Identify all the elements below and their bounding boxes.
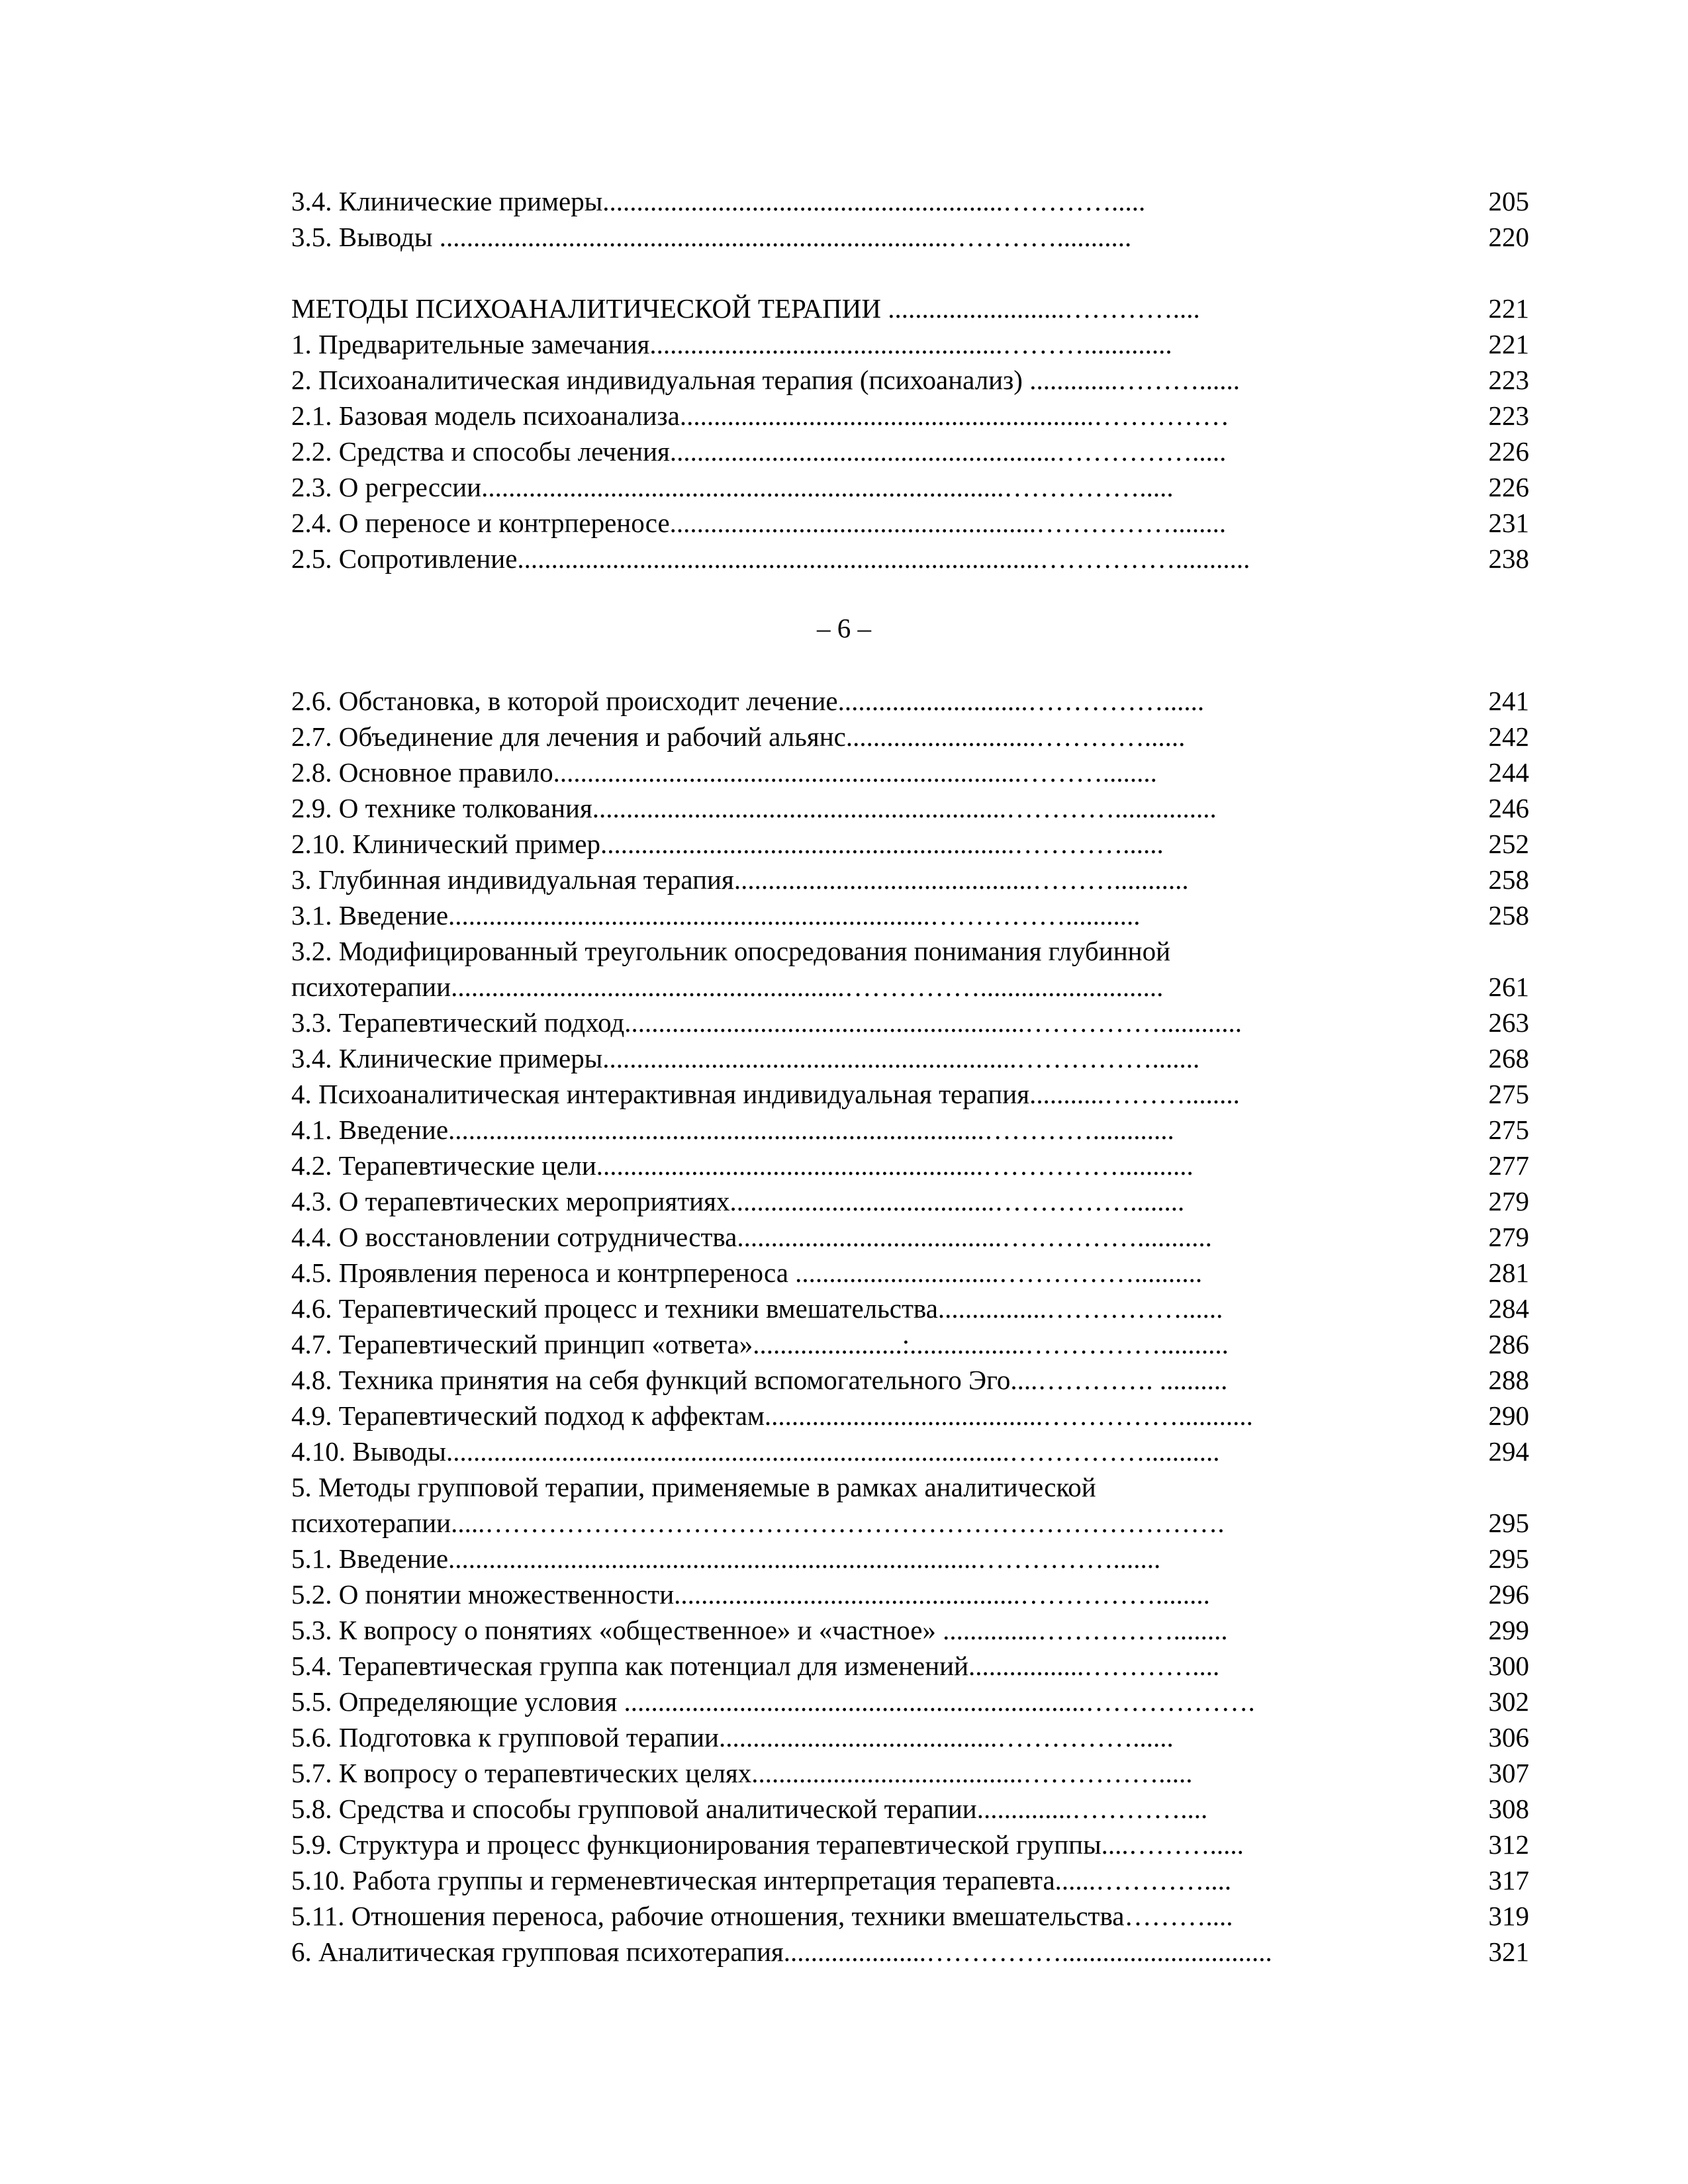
toc-entry-title: 3.1. Введение.......................................................................……………........... [291,900,1141,931]
toc-entry-page: 242 [1488,721,1529,752]
toc-entry-title: 4.2. Терапевтические цели.........................................................……………........... [291,1150,1194,1181]
toc-entry-title: 3.2. Модифицированный треугольник опосредования понимания глубинной [291,936,1171,966]
toc-entry-title: 4.7. Терапевтический принцип «ответа»......................:.................…………….......... [291,1329,1229,1359]
toc-entry[interactable] [291,541,1529,576]
toc-entry-title: 6. Аналитическая групповая психотерапия.....................……………............................... [291,1936,1272,1967]
toc-entry[interactable] [291,1576,1529,1612]
toc-entry[interactable] [291,433,1529,469]
toc-entry-title: психотерапии.....………………………………………………………………………. [291,1508,1225,1538]
toc-entry-title: 4.3. О терапевтических мероприятиях.......................................……………........ [291,1186,1185,1216]
toc-entry[interactable] [291,1112,1529,1148]
toc-entry[interactable] [291,1541,1529,1576]
toc-entry[interactable] [291,505,1529,541]
toc-entry[interactable] [291,1291,1529,1326]
toc-entry-page: 231 [1488,508,1529,538]
toc-entry-page: 299 [1488,1615,1529,1645]
toc-entry-page: 252 [1488,829,1529,859]
toc-entry-title: 2. Психоаналитическая индивидуальная терапия (психоанализ) .............………...... [291,365,1240,395]
toc-entry-page: 295 [1488,1543,1529,1574]
toc-entry-page: 258 [1488,900,1529,931]
toc-entry-page: 286 [1488,1329,1529,1359]
toc-entry-title: 2.9. О технике толкования.............................................................…………............... [291,793,1217,823]
toc-entry-page: 220 [1488,222,1529,252]
toc-entry[interactable] [291,1827,1529,1862]
toc-entry[interactable] [291,1183,1529,1219]
toc-entry-page: 277 [1488,1150,1529,1181]
toc-entry-title: 2.4. О переносе и контрпереносе......................................................……………........ [291,508,1227,538]
toc-entry[interactable] [291,1040,1529,1076]
toc-entry-title: 4.8. Техника принятия на себя функций вспомогательного Эго....…………. .......... [291,1365,1228,1395]
toc-entry-page: 319 [1488,1901,1529,1931]
toc-entry-page: 246 [1488,793,1529,823]
toc-entry[interactable] [291,1469,1529,1505]
toc-entry-title: 2.6. Обстановка, в которой происходит лечение............................……………...... [291,686,1205,716]
toc-entry[interactable] [291,1398,1529,1433]
toc-entry-title: психотерапии..........................................................……………........................... [291,972,1164,1002]
toc-entry[interactable] [291,862,1529,897]
toc-entry-title: 5.4. Терапевтическая группа как потенциал для изменений.................………….... [291,1651,1220,1681]
toc-entry-page: 294 [1488,1436,1529,1467]
toc-entry[interactable] [291,1076,1529,1112]
toc-entry[interactable] [291,1505,1529,1541]
toc-entry[interactable] [291,1005,1529,1040]
toc-entry[interactable] [291,1755,1529,1791]
toc-entry-page: 307 [1488,1758,1529,1788]
toc-entry-title: МЕТОДЫ ПСИХОАНАЛИТИЧЕСКОЙ ТЕРАПИИ ..........................………….... [291,293,1200,324]
toc-entry-page: 275 [1488,1079,1529,1109]
toc-entry-page: 226 [1488,436,1529,467]
toc-entry[interactable] [291,1433,1529,1469]
toc-entry-title: 1. Предварительные замечания....................................................………............. [291,329,1172,359]
toc-entry[interactable] [291,719,1529,754]
toc-entry[interactable] [291,219,1529,255]
toc-entry-page: 258 [1488,864,1529,895]
toc-entry[interactable] [291,933,1529,969]
toc-entry-page: 279 [1488,1222,1529,1252]
toc-entry-page: 317 [1488,1865,1529,1895]
toc-entry-title: 2.8. Основное правило.....................................................................………........ [291,757,1157,788]
toc-entry-title: 4.10. Выводы...................................................................................……………........... [291,1436,1220,1467]
toc-entry-page: 312 [1488,1829,1529,1860]
toc-entry-page: 290 [1488,1400,1529,1431]
toc-entry-page: 300 [1488,1651,1529,1681]
toc-entry[interactable] [291,1326,1529,1362]
toc-entry-title: 3.4. Клинические примеры...........................................................…………..... [291,186,1146,216]
toc-entry-title: 4.6. Терапевтический процесс и техники вмешательства................……………...... [291,1293,1223,1324]
toc-entry[interactable] [291,897,1529,933]
toc-entry-page: 302 [1488,1686,1529,1717]
toc-entry-title: 4.4. О восстановлении сотрудничества.......................................……………........... [291,1222,1212,1252]
toc-entry[interactable] [291,1148,1529,1183]
toc-entry-title: 5.5. Определяющие условия ....................................................................………………. [291,1686,1255,1717]
toc-entry-title: 2.5. Сопротивление.............................................................................……………........... [291,543,1250,574]
toc-entry-page: 223 [1488,365,1529,395]
toc-entry[interactable] [291,1862,1529,1898]
toc-entry-title: 2.7. Объединение для лечения и рабочий альянс............................…………...... [291,721,1186,752]
toc-entry-page: 296 [1488,1579,1529,1610]
toc-entry-page: 261 [1488,972,1529,1002]
toc-entry[interactable] [291,754,1529,790]
toc-entry-page: 321 [1488,1936,1529,1967]
toc-entry-page: 226 [1488,472,1529,502]
toc-entry-title: 5.9. Структура и процесс функционирования терапевтической группы....………..... [291,1829,1244,1860]
toc-entry[interactable] [291,1684,1529,1719]
toc-entry-title: 5. Методы групповой терапии, применяемые в рамках аналитической [291,1472,1096,1502]
toc-entry-title: 4.5. Проявления переноса и контрпереноса ..............................…………….......... [291,1257,1203,1288]
toc-entry[interactable] [291,1219,1529,1255]
toc-entry-page: 238 [1488,543,1529,574]
toc-entry-page: 244 [1488,757,1529,788]
toc-entry-title: 5.3. К вопросу о понятиях «общественное» и «частное» ..............……………........ [291,1615,1228,1645]
toc-entry[interactable] [291,1362,1529,1398]
page-number: – 6 – [817,613,871,643]
toc-entry-title: 5.7. К вопросу о терапевтических целях........................................……………..... [291,1758,1193,1788]
toc-entry-title: 4.1. Введение...............................................................................…………............ [291,1115,1174,1145]
toc-entry-page: 223 [1488,400,1529,431]
toc-entry-title: 5.1. Введение..............................................................................……………....... [291,1543,1161,1574]
toc-entry[interactable] [291,1719,1529,1755]
toc-entry-title: 5.8. Средства и способы групповой аналитической терапии..............………….... [291,1794,1208,1824]
toc-entry-page: 205 [1488,186,1529,216]
toc-block-main [291,683,1529,1970]
toc-entry-title: 5.10. Работа группы и герменевтическая интерпретация терапевта......………….... [291,1865,1232,1895]
toc-entry-title: 5.11. Отношения переноса, рабочие отношения, техники вмешательства……….... [291,1901,1233,1931]
toc-entry[interactable] [291,1898,1529,1934]
toc-entry-page: 279 [1488,1186,1529,1216]
toc-entry[interactable] [291,790,1529,826]
toc-entry[interactable] [291,398,1529,433]
toc-entry[interactable] [291,469,1529,505]
toc-entry[interactable] [291,826,1529,862]
toc-entry-title: 3.4. Клинические примеры.............................................................……………....... [291,1043,1200,1073]
toc-entry-page: 284 [1488,1293,1529,1324]
toc-entry-title: 4. Психоаналитическая интерактивная индивидуальная терапия...........………........ [291,1079,1240,1109]
toc-entry[interactable] [291,969,1529,1005]
toc-entry[interactable] [291,683,1529,719]
toc-block-top [291,183,1529,576]
toc-entry[interactable] [291,326,1529,362]
toc-entry-page: 221 [1488,293,1529,324]
toc-entry[interactable] [291,183,1529,219]
toc-entry-title: 5.6. Подготовка к групповой терапии.........................................……………...... [291,1722,1174,1752]
toc-entry-page: 268 [1488,1043,1529,1073]
toc-entry-title: 2.2. Средства и способы лечения.........................................................……………..... [291,436,1227,467]
toc-entry[interactable] [291,291,1529,326]
toc-entry-title: 2.3. О регрессии.............................................................................……………..... [291,472,1174,502]
toc-entry-page: 221 [1488,329,1529,359]
toc-entry-title: 5.2. О понятии множественности...................................................……………........ [291,1579,1210,1610]
toc-entry-page: 288 [1488,1365,1529,1395]
toc-entry-page: 241 [1488,686,1529,716]
toc-entry-title: 2.10. Клинический пример.............................................................…………...... [291,829,1164,859]
toc-entry[interactable] [291,362,1529,398]
toc-entry-page: 306 [1488,1722,1529,1752]
toc-entry-page: 295 [1488,1508,1529,1538]
toc-entry-title: 3. Глубинная индивидуальная терапия............................................………........... [291,864,1189,895]
toc-entry[interactable] [291,1612,1529,1648]
toc-entry-page: 308 [1488,1794,1529,1824]
toc-entry-title: 2.1. Базовая модель психоанализа.............................................................…………… [291,400,1230,431]
toc-entry[interactable] [291,1934,1529,1970]
toc-entry[interactable] [291,1255,1529,1291]
toc-entry-page: 263 [1488,1007,1529,1038]
toc-spacer [291,255,1529,291]
toc-entry-page: 275 [1488,1115,1529,1145]
toc-entry-page: 281 [1488,1257,1529,1288]
toc-entry[interactable] [291,1648,1529,1684]
toc-entry-title: 4.9. Терапевтический подход к аффектам.........................................……………........... [291,1400,1253,1431]
toc-entry[interactable] [291,1791,1529,1827]
toc-entry-title: 3.3. Терапевтический подход...........................................................……………............ [291,1007,1243,1038]
toc-entry-title: 3.5. Выводы ...........................................................................…………........... [291,222,1132,252]
